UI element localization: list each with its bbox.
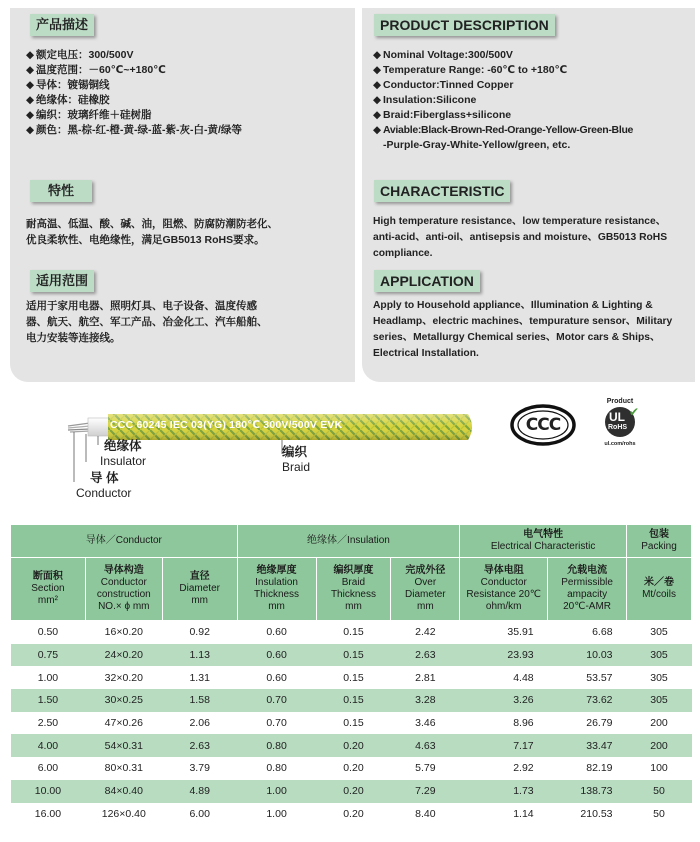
- en-desc-item: ◆ Nominal Voltage:300/500V: [373, 49, 513, 61]
- table-cell: 100: [650, 762, 668, 775]
- cable-illustration-area: [0, 390, 700, 510]
- column-header: 允载电流 Permissible ampacity 20℃-AMR: [548, 558, 627, 621]
- table-row: [11, 757, 692, 780]
- table-column-header-row: [11, 558, 692, 621]
- group-packing: 包装 Packing: [627, 525, 692, 558]
- column-header: 导体构造 Conductor construction NO.× ϕ mm: [85, 558, 162, 621]
- insulator-segment: [88, 418, 110, 436]
- table-cell: 6.00: [37, 762, 59, 775]
- column-header: 绝缘厚度 Insulation Thickness mm: [237, 558, 316, 621]
- en-desc-item: ◆ Aviable:Black-Brown-Red-Orange-Yellow-Green-Blue: [373, 124, 634, 136]
- table-cell: 47×0.26: [104, 717, 143, 730]
- table-cell: 73.62: [548, 689, 627, 712]
- table-cell: 305: [650, 671, 668, 684]
- conductor-label-cn: 导 体: [90, 471, 119, 485]
- table-cell: 0.15: [316, 689, 391, 712]
- en-desc-item-continued: -Purple-Gray-White-Yellow/green, etc.: [383, 139, 571, 151]
- table-cell: 0.20: [316, 780, 391, 803]
- table-cell: 32×0.20: [104, 671, 143, 684]
- table-cell: 0.60: [237, 644, 316, 667]
- table-cell: 0.15: [316, 644, 391, 667]
- table-cell: 8.96: [513, 717, 534, 730]
- en-application-text: Apply to Household appliance、Illumination & Lighting & Headlamp、electric machines、tempurature sensor、Military series、Metallurgy Chemical series、Motor cars & Ships、 Electrical Installation.: [373, 300, 673, 359]
- diamond-bullet-icon: ◆: [26, 124, 35, 136]
- table-cell: 80×0.31: [104, 762, 143, 775]
- table-cell: 0.60: [266, 671, 287, 684]
- diamond-bullet-icon: ◆: [373, 79, 382, 91]
- ul-circle-icon: UL RoHS ✔: [605, 407, 635, 437]
- table-cell: 6.00: [189, 807, 210, 820]
- table-cell: 1.13: [162, 644, 237, 667]
- diamond-bullet-icon: ◆: [373, 109, 382, 121]
- table-row: [11, 712, 692, 735]
- table-row: [11, 689, 692, 712]
- insulator-label-en: Insulator: [100, 454, 147, 468]
- group-conductor: 导体／Conductor: [11, 525, 238, 558]
- table-cell: 0.92: [189, 626, 210, 639]
- diamond-bullet-icon: ◆: [26, 94, 35, 106]
- table-cell: 10.00: [11, 780, 86, 803]
- table-cell: 2.63: [162, 734, 237, 757]
- ccc-logo: CCC: [510, 404, 576, 446]
- en-desc-item: ◆ Temperature Range: -60℃ to +180℃: [373, 64, 568, 76]
- table-cell: 1.00: [37, 671, 59, 684]
- table-cell: 2.06: [189, 717, 210, 730]
- table-cell: 305: [627, 644, 692, 667]
- table-cell: 3.26: [460, 689, 548, 712]
- insulator-label-cn: 绝缘体: [104, 439, 142, 453]
- cn-desc-item: ◆ 导体：镀锡铜线: [26, 79, 110, 91]
- cn-desc-item: ◆ 编织：玻璃纤维＋硅树脂: [26, 109, 152, 121]
- table-cell: 0.15: [343, 717, 364, 730]
- table-cell: 84×0.40: [85, 780, 162, 803]
- heading-product-description-cn: 产品描述: [30, 14, 94, 36]
- column-header: 直径 Diameter mm: [162, 558, 237, 621]
- table-row: [11, 666, 692, 689]
- table-cell: 7.29: [391, 780, 460, 803]
- table-cell: 0.15: [343, 671, 364, 684]
- table-cell: 2.81: [415, 671, 436, 684]
- en-desc-item: ◆ Braid:Fiberglass+silicone: [373, 109, 512, 121]
- diamond-bullet-icon: ◆: [26, 64, 35, 76]
- heading-product-description-en: PRODUCT DESCRIPTION: [374, 14, 555, 36]
- table-body: [11, 621, 692, 826]
- table-cell: 0.15: [343, 626, 364, 639]
- group-electrical: 电气特性 Electrical Characteristic: [460, 525, 627, 558]
- heading-characteristic-en: CHARACTERISTIC: [374, 180, 510, 202]
- column-header: 米／卷 Mt/coils: [627, 558, 692, 621]
- table-cell: 305: [627, 689, 692, 712]
- table-cell: 7.17: [460, 734, 548, 757]
- table-cell: 30×0.25: [85, 689, 162, 712]
- braid-label-en: Braid: [282, 460, 311, 474]
- group-insulation: 绝缘体／Insulation: [237, 525, 460, 558]
- table-cell: 50: [653, 807, 665, 820]
- column-header: 断面积 Section mm²: [11, 558, 86, 621]
- table-cell: 50: [627, 780, 692, 803]
- table-cell: 1.73: [460, 780, 548, 803]
- table-cell: 0.80: [266, 762, 287, 775]
- table-row: [11, 644, 692, 667]
- table-cell: 210.53: [580, 807, 613, 820]
- table-cell: 126×0.40: [101, 807, 146, 820]
- cn-desc-item: ◆ 绝缘体：硅橡胶: [26, 94, 110, 106]
- ul-rohs-logo: Product UL RoHS ✔ ul.com/rohs: [604, 398, 639, 447]
- cn-desc-item: ◆ 额定电压：300/500V: [26, 49, 134, 61]
- en-desc-item: ◆ Insulation:Silicone: [373, 94, 477, 106]
- table-cell: 0.60: [266, 626, 287, 639]
- table-cell: 0.75: [11, 644, 86, 667]
- column-header: 导体电阻 Conductor Resistance 20℃ ohm/km: [460, 558, 548, 621]
- diamond-bullet-icon: ◆: [373, 49, 382, 61]
- table-cell: 0.70: [266, 717, 287, 730]
- table-cell: 53.57: [586, 671, 613, 684]
- table-cell: 3.46: [415, 717, 436, 730]
- cn-desc-item: ◆ 颜色：黑-棕-红-橙-黄-绿-蓝-紫-灰-白-黄/绿等: [26, 124, 242, 136]
- table-cell: 4.63: [391, 734, 460, 757]
- table-cell: 200: [627, 734, 692, 757]
- table-cell: 2.63: [391, 644, 460, 667]
- table-cell: 0.20: [343, 762, 364, 775]
- table-cell: 4.89: [162, 780, 237, 803]
- table-cell: 1.58: [162, 689, 237, 712]
- table-cell: 16.00: [34, 807, 62, 820]
- table-group-header-row: [11, 525, 692, 558]
- diamond-bullet-icon: ◆: [373, 124, 382, 136]
- table-cell: 1.14: [513, 807, 534, 820]
- table-cell: 33.47: [548, 734, 627, 757]
- table-cell: 82.19: [586, 762, 613, 775]
- table-cell: 0.20: [343, 807, 364, 820]
- table-cell: 16×0.20: [104, 626, 143, 639]
- table-cell: 2.92: [513, 762, 534, 775]
- table-cell: 0.50: [37, 626, 59, 639]
- table-cell: 3.79: [189, 762, 210, 775]
- table-cell: 1.00: [266, 807, 287, 820]
- heading-characteristic-cn: 特性: [30, 180, 92, 202]
- leaf-check-icon: ✔: [628, 405, 639, 419]
- table-cell: 1.50: [11, 689, 86, 712]
- table-cell: 2.42: [415, 626, 436, 639]
- table-cell: 5.79: [415, 762, 436, 775]
- table-cell: 0.80: [237, 734, 316, 757]
- table-cell: 2.50: [37, 717, 59, 730]
- conductor-strands: [68, 423, 90, 432]
- table-cell: 0.70: [237, 689, 316, 712]
- table-row: [11, 734, 692, 757]
- diamond-bullet-icon: ◆: [373, 94, 382, 106]
- chinese-description-panel: [10, 8, 355, 382]
- diamond-bullet-icon: ◆: [26, 79, 35, 91]
- table-cell: 1.31: [189, 671, 210, 684]
- cn-characteristic-text: 耐高温、低温、酸、碱、油，阻燃、防腐防潮防老化、 优良柔软性、电绝缘性，满足GB5013 RoHS要求。: [26, 218, 278, 246]
- table-cell: 1.00: [237, 780, 316, 803]
- english-description-panel: [362, 8, 695, 382]
- cable-print-text: CCC 60245 IEC 03(YG) 180℃ 300V/500V EVK: [110, 419, 343, 431]
- table-cell: 4.48: [513, 671, 534, 684]
- column-header: 编织厚度 Braid Thickness mm: [316, 558, 391, 621]
- table-cell: 54×0.31: [85, 734, 162, 757]
- heading-application-en: APPLICATION: [374, 270, 480, 292]
- table-row: [11, 621, 692, 644]
- heading-application-cn: 适用范围: [30, 270, 94, 292]
- table-cell: 4.00: [11, 734, 86, 757]
- braid-label-cn: 编织: [282, 445, 308, 459]
- cn-desc-item: ◆ 温度范围：－60℃~+180℃: [26, 64, 166, 76]
- table-cell: 8.40: [415, 807, 436, 820]
- table-cell: 138.73: [548, 780, 627, 803]
- specification-table: [10, 524, 692, 825]
- cn-desc-list: [26, 48, 242, 138]
- table-cell: 26.79: [586, 717, 613, 730]
- table-cell: 200: [650, 717, 668, 730]
- table-cell: 3.28: [391, 689, 460, 712]
- table-cell: 24×0.20: [85, 644, 162, 667]
- cn-application-text: 适用于家用电器、照明灯具、电子设备、温度传感 器、航天、航空、军工产品、冶金化工、汽车船舶、 电力安装等连接线。: [26, 300, 268, 344]
- en-desc-item: ◆ Conductor:Tinned Copper: [373, 79, 514, 91]
- column-header: 完成外径 Over Diameter mm: [391, 558, 460, 621]
- table-cell: 6.68: [592, 626, 613, 639]
- table-cell: 10.03: [548, 644, 627, 667]
- table-cell: 35.91: [507, 626, 534, 639]
- table-cell: 23.93: [460, 644, 548, 667]
- en-characteristic-text: High temperature resistance、low temperature resistance、 anti-acid、anti-oil、antisepsis and moisture、GB5013 RoHS compliance.: [373, 216, 668, 259]
- table-row: [11, 803, 692, 826]
- en-desc-list: [373, 48, 633, 153]
- table-cell: 0.20: [316, 734, 391, 757]
- table-cell: 305: [650, 626, 668, 639]
- table-row: [11, 780, 692, 803]
- conductor-label-en: Conductor: [76, 486, 132, 500]
- diamond-bullet-icon: ◆: [373, 64, 382, 76]
- diamond-bullet-icon: ◆: [26, 49, 35, 61]
- diamond-bullet-icon: ◆: [26, 109, 35, 121]
